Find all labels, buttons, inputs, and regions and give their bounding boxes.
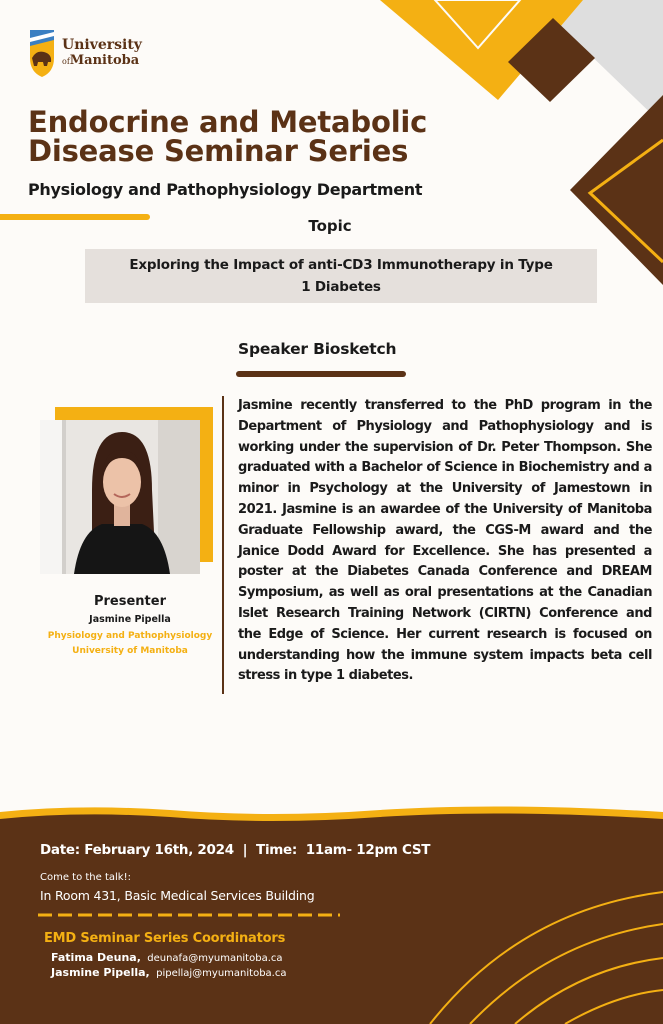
topic-title-line1: Exploring the Impact of anti-CD3 Immunotherapy in Type	[129, 257, 553, 273]
coordinators-heading: EMD Seminar Series Coordinators	[44, 931, 286, 946]
logo-of: of	[62, 57, 70, 66]
gold-accent-bar	[0, 214, 150, 220]
coordinator-row	[51, 966, 286, 979]
footer-wave-background	[0, 800, 663, 1024]
series-title	[28, 105, 548, 168]
series-title-line2: Disease Seminar Series	[28, 134, 409, 168]
biosketch-heading: Speaker Biosketch	[238, 340, 397, 358]
coordinator-row	[51, 951, 283, 964]
come-to-talk-label: Come to the talk!:	[40, 872, 131, 883]
topic-title-line2: 1 Diabetes	[301, 279, 381, 295]
coordinator-name: Fatima Deuna,	[51, 951, 141, 964]
presenter-name: Jasmine Pipella	[89, 614, 171, 625]
biosketch-underline	[236, 371, 406, 377]
event-date-time: Date: February 16th, 2024 | Time: 11am- 12pm CST	[40, 842, 431, 858]
bison-shield-icon	[28, 28, 56, 78]
biosketch-text: Jasmine recently transferred to the PhD program in the Department of Physiology and Pathophysiology and is working under the supervision of Dr. Peter Thompson. She graduated with a Bachelor of Science in Biochemistry and a minor in Psychology at the University of Jamestown in 2021. Jasmine is an awardee of the University of Manitoba Graduate Fellowship award, the CGS-M award and the Janice Dodd Award for Excellence. She has presented a poster at the Diabetes Canada Conference and DREAM Symposium, as well as oral presentations at the Canadian Islet Research Training Network (CIRTN) Conference and the Edge of Science. Her current research is focused on understanding how the immune system impacts beta cell stress in type 1 diabetes.	[238, 398, 652, 684]
presenter-university: University of Manitoba	[72, 646, 188, 656]
coordinator-email[interactable]: pipellaj@myumanitoba.ca	[156, 968, 287, 979]
logo-manitoba: Manitoba	[69, 53, 140, 68]
presenter-label: Presenter	[93, 594, 166, 609]
presenter-photo	[40, 420, 200, 574]
presenter-department: Physiology and Pathophysiology	[47, 631, 213, 641]
presenter-portrait-image	[40, 420, 200, 574]
event-room: In Room 431, Basic Medical Services Building	[40, 888, 315, 903]
topic-label: Topic	[308, 217, 352, 235]
topic-box	[85, 249, 597, 303]
series-title-line1: Endocrine and Metabolic	[28, 105, 428, 139]
logo-university: University	[62, 37, 142, 53]
coordinator-email[interactable]: deunafa@myumanitoba.ca	[147, 953, 283, 964]
department-subtitle: Physiology and Pathophysiology Department	[28, 180, 423, 199]
university-logo	[28, 28, 146, 80]
coordinator-name: Jasmine Pipella,	[51, 966, 150, 979]
